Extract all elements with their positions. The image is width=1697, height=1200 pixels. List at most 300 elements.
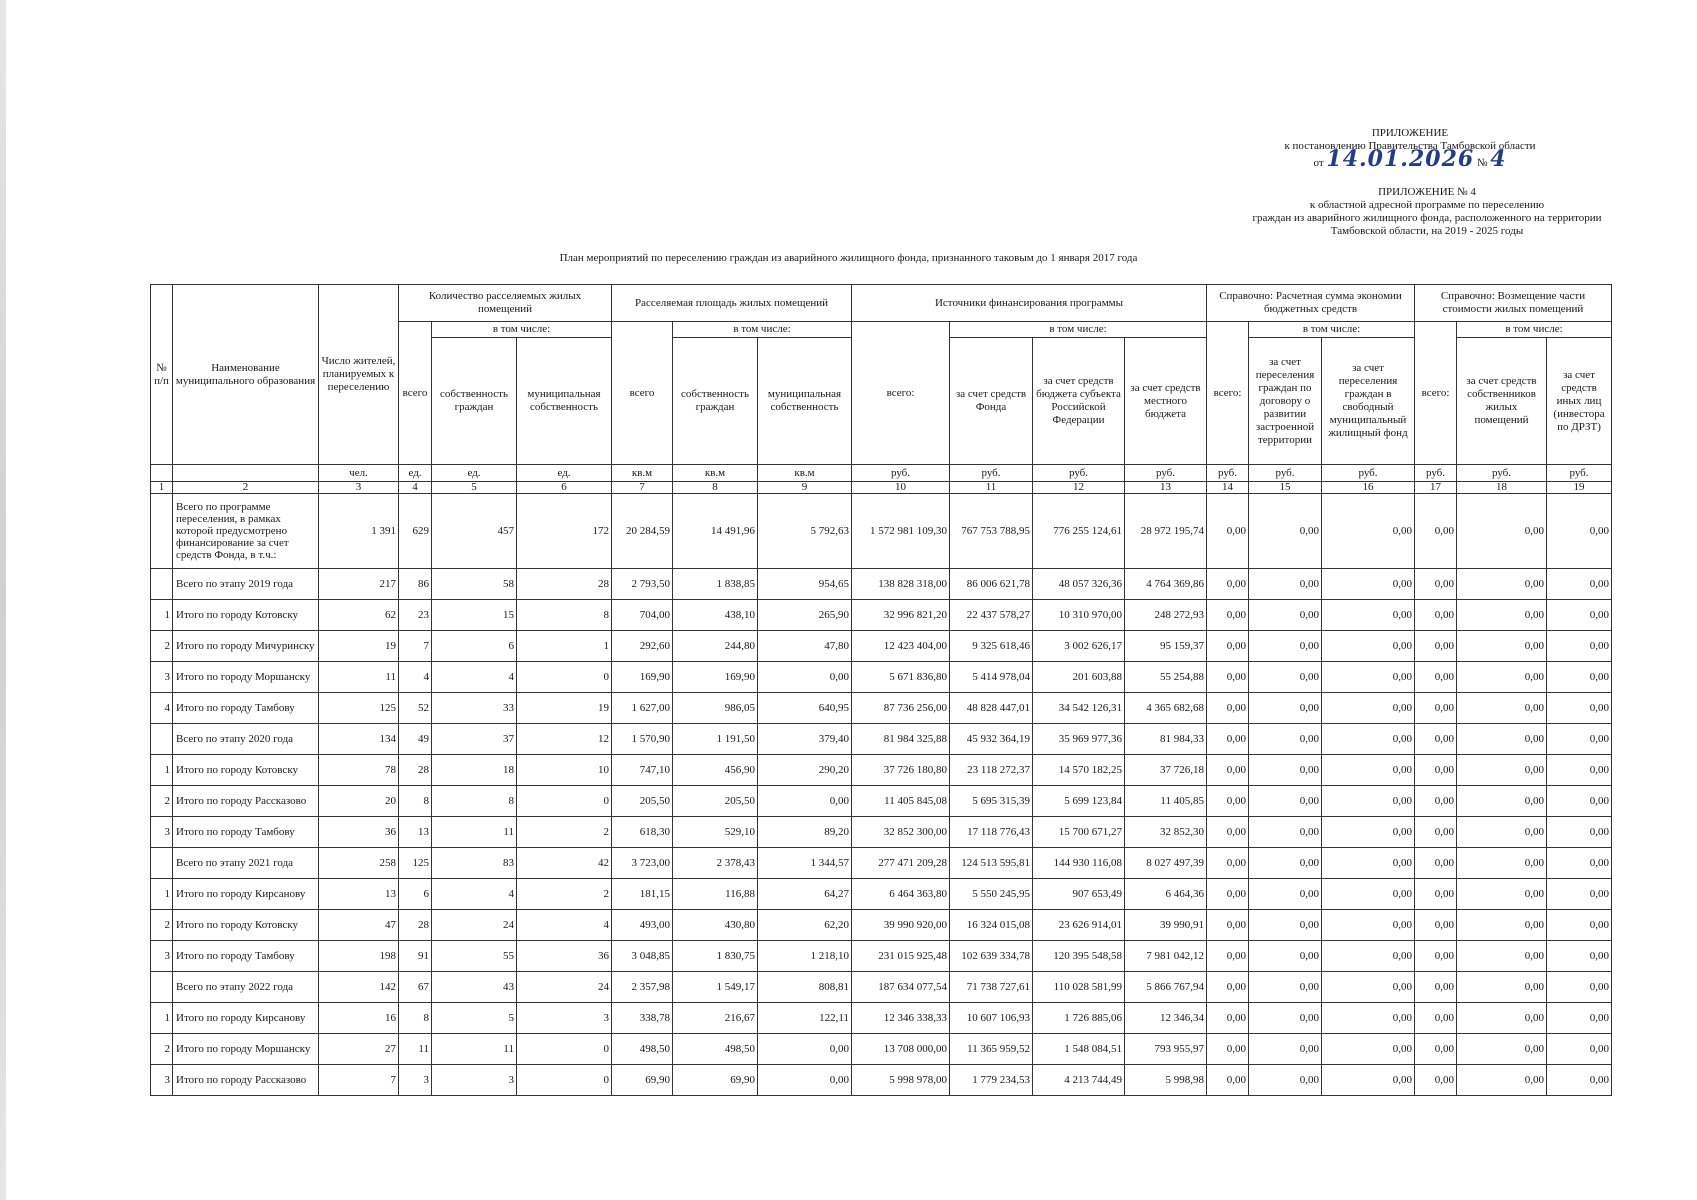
value-cell: 493,00 <box>612 910 673 941</box>
value-cell: 55 <box>432 941 517 972</box>
value-cell: 0,00 <box>1547 569 1612 600</box>
column-number-cell: 7 <box>612 482 673 494</box>
value-cell: 6 464 363,80 <box>852 879 950 910</box>
value-cell: 34 542 126,31 <box>1033 693 1125 724</box>
handwritten-date: 14.01.2026 <box>1326 146 1475 172</box>
value-cell: 169,90 <box>612 662 673 693</box>
col-residents-header: Число жителей, планируемых к переселению <box>319 285 399 465</box>
value-cell: 0 <box>517 786 612 817</box>
value-cell: 3 002 626,17 <box>1033 631 1125 662</box>
program-header <box>1227 186 1627 238</box>
unit-cell: руб. <box>852 465 950 482</box>
value-cell: 0,00 <box>758 662 852 693</box>
value-cell: 32 852,30 <box>1125 817 1207 848</box>
value-cell: 20 284,59 <box>612 494 673 569</box>
value-cell: 110 028 581,99 <box>1033 972 1125 1003</box>
value-cell: 45 932 364,19 <box>950 724 1033 755</box>
value-cell: 1 830,75 <box>673 941 758 972</box>
value-cell: 0,00 <box>1547 631 1612 662</box>
value-cell: 35 969 977,36 <box>1033 724 1125 755</box>
unit-cell: руб. <box>1415 465 1457 482</box>
value-cell: 0,00 <box>1207 972 1249 1003</box>
column-number-cell: 9 <box>758 482 852 494</box>
value-cell: 2 793,50 <box>612 569 673 600</box>
value-cell: 0,00 <box>1547 1003 1612 1034</box>
value-cell: 216,67 <box>673 1003 758 1034</box>
value-cell: 0,00 <box>1457 600 1547 631</box>
value-cell: 13 <box>319 879 399 910</box>
value-cell: 0,00 <box>1249 631 1322 662</box>
value-cell: 0,00 <box>1415 848 1457 879</box>
value-cell: 0,00 <box>1457 755 1547 786</box>
unit-cell: руб. <box>1207 465 1249 482</box>
count-total-header: всего <box>399 322 432 465</box>
unit-cell: кв.м <box>758 465 852 482</box>
value-cell: 181,15 <box>612 879 673 910</box>
value-cell: 0,00 <box>1249 569 1322 600</box>
value-cell: 498,50 <box>612 1034 673 1065</box>
value-cell: 0,00 <box>1457 631 1547 662</box>
value-cell: 4 <box>432 662 517 693</box>
value-cell: 0,00 <box>1207 941 1249 972</box>
value-cell: 33 <box>432 693 517 724</box>
value-cell: 23 626 914,01 <box>1033 910 1125 941</box>
column-number-cell: 12 <box>1033 482 1125 494</box>
row-number <box>151 972 173 1003</box>
table-row <box>151 1003 1612 1034</box>
value-cell: 8 027 497,39 <box>1125 848 1207 879</box>
value-cell: 11 <box>319 662 399 693</box>
value-cell: 8 <box>399 786 432 817</box>
value-cell: 0 <box>517 662 612 693</box>
column-number-cell: 13 <box>1125 482 1207 494</box>
row-number: 1 <box>151 1003 173 1034</box>
value-cell: 0,00 <box>1322 631 1415 662</box>
row-number <box>151 494 173 569</box>
value-cell: 78 <box>319 755 399 786</box>
value-cell: 36 <box>319 817 399 848</box>
unit-cell: ед. <box>432 465 517 482</box>
value-cell: 5 695 315,39 <box>950 786 1033 817</box>
value-cell: 0,00 <box>1249 600 1322 631</box>
value-cell: 0,00 <box>1207 755 1249 786</box>
table-row <box>151 693 1612 724</box>
value-cell: 954,65 <box>758 569 852 600</box>
compensation-group-header: Справочно: Возмещение части стоимости жилых помещений <box>1415 285 1612 322</box>
count-group-header: Количество расселяемых жилых помещений <box>399 285 612 322</box>
value-cell: 0,00 <box>1415 1065 1457 1096</box>
subject-budget-header: за счет средств бюджета субъекта Российской Федерации <box>1033 338 1125 465</box>
value-cell: 0,00 <box>1322 848 1415 879</box>
table-body <box>151 482 1612 1096</box>
value-cell: 52 <box>399 693 432 724</box>
value-cell: 4 <box>517 910 612 941</box>
value-cell: 22 437 578,27 <box>950 600 1033 631</box>
value-cell: 0,00 <box>1322 755 1415 786</box>
value-cell: 7 <box>399 631 432 662</box>
value-cell: 10 310 970,00 <box>1033 600 1125 631</box>
value-cell: 1 838,85 <box>673 569 758 600</box>
value-cell: 0,00 <box>1415 755 1457 786</box>
value-cell: 0,00 <box>1322 1065 1415 1096</box>
value-cell: 87 736 256,00 <box>852 693 950 724</box>
value-cell: 618,30 <box>612 817 673 848</box>
fin-total-header: всего: <box>852 322 950 465</box>
row-number: 1 <box>151 879 173 910</box>
value-cell: 430,80 <box>673 910 758 941</box>
value-cell: 0,00 <box>1547 786 1612 817</box>
value-cell: 0,00 <box>1415 941 1457 972</box>
value-cell: 47,80 <box>758 631 852 662</box>
unit-cell: руб. <box>1547 465 1612 482</box>
value-cell: 5 699 123,84 <box>1033 786 1125 817</box>
value-cell: 6 <box>399 879 432 910</box>
comp-owners-header: за счет средств собственников жилых помещений <box>1457 338 1547 465</box>
value-cell: 0,00 <box>1457 910 1547 941</box>
value-cell: 0,00 <box>1322 662 1415 693</box>
value-cell: 36 <box>517 941 612 972</box>
row-number <box>151 724 173 755</box>
value-cell: 2 357,98 <box>612 972 673 1003</box>
value-cell: 5 866 767,94 <box>1125 972 1207 1003</box>
value-cell: 0,00 <box>1249 693 1322 724</box>
value-cell: 0,00 <box>1249 1034 1322 1065</box>
column-number-cell: 19 <box>1547 482 1612 494</box>
value-cell: 187 634 077,54 <box>852 972 950 1003</box>
value-cell: 116,88 <box>673 879 758 910</box>
header-line: ПРИЛОЖЕНИЕ № 4 <box>1378 186 1476 198</box>
value-cell: 86 006 621,78 <box>950 569 1033 600</box>
column-number-cell: 5 <box>432 482 517 494</box>
value-cell: 71 738 727,61 <box>950 972 1033 1003</box>
value-cell: 42 <box>517 848 612 879</box>
municipality-name: Всего по этапу 2021 года <box>173 848 319 879</box>
row-number: 2 <box>151 631 173 662</box>
column-number-cell: 2 <box>173 482 319 494</box>
value-cell: 0,00 <box>1207 494 1249 569</box>
date-prefix: от <box>1313 157 1324 169</box>
value-cell: 0,00 <box>1457 941 1547 972</box>
row-number: 3 <box>151 1065 173 1096</box>
comp-other-header: за счет средств иных лиц (инвестора по ДРЗТ) <box>1547 338 1612 465</box>
value-cell: 23 118 272,37 <box>950 755 1033 786</box>
value-cell: 16 324 015,08 <box>950 910 1033 941</box>
value-cell: 0,00 <box>1415 693 1457 724</box>
value-cell: 0,00 <box>1547 662 1612 693</box>
municipality-name: Итого по городу Кирсанову <box>173 1003 319 1034</box>
municipality-name: Итого по городу Котовску <box>173 755 319 786</box>
value-cell: 0,00 <box>1415 817 1457 848</box>
value-cell: 14 570 182,25 <box>1033 755 1125 786</box>
column-number-cell: 4 <box>399 482 432 494</box>
value-cell: 3 048,85 <box>612 941 673 972</box>
value-cell: 0,00 <box>1322 972 1415 1003</box>
unit-cell: руб. <box>950 465 1033 482</box>
value-cell: 172 <box>517 494 612 569</box>
value-cell: 205,50 <box>612 786 673 817</box>
value-cell: 0,00 <box>1457 786 1547 817</box>
municipality-name: Итого по городу Рассказово <box>173 1065 319 1096</box>
value-cell: 0,00 <box>1249 494 1322 569</box>
value-cell: 217 <box>319 569 399 600</box>
value-cell: 67 <box>399 972 432 1003</box>
value-cell: 0,00 <box>1415 494 1457 569</box>
value-cell: 5 998,98 <box>1125 1065 1207 1096</box>
value-cell: 5 414 978,04 <box>950 662 1033 693</box>
value-cell: 0,00 <box>1547 941 1612 972</box>
value-cell: 120 395 548,58 <box>1033 941 1125 972</box>
value-cell: 0,00 <box>1322 786 1415 817</box>
area-own-citizens-header: собственность граждан <box>673 338 758 465</box>
value-cell: 11 365 959,52 <box>950 1034 1033 1065</box>
value-cell: 6 464,36 <box>1125 879 1207 910</box>
row-number: 3 <box>151 817 173 848</box>
value-cell: 456,90 <box>673 755 758 786</box>
value-cell: 4 764 369,86 <box>1125 569 1207 600</box>
value-cell: 24 <box>432 910 517 941</box>
economy-group-header: Справочно: Расчетная сумма экономии бюджетных средств <box>1207 285 1415 322</box>
value-cell: 43 <box>432 972 517 1003</box>
value-cell: 12 <box>517 724 612 755</box>
value-cell: 0,00 <box>1457 848 1547 879</box>
value-cell: 95 159,37 <box>1125 631 1207 662</box>
municipality-name: Итого по городу Мичуринску <box>173 631 319 662</box>
table-row <box>151 817 1612 848</box>
municipality-name: Итого по городу Котовску <box>173 600 319 631</box>
value-cell: 10 607 106,93 <box>950 1003 1033 1034</box>
value-cell: 986,05 <box>673 693 758 724</box>
value-cell: 11 <box>399 1034 432 1065</box>
value-cell: 201 603,88 <box>1033 662 1125 693</box>
value-cell: 23 <box>399 600 432 631</box>
value-cell: 14 491,96 <box>673 494 758 569</box>
value-cell: 529,10 <box>673 817 758 848</box>
table-row <box>151 569 1612 600</box>
unit-cell <box>151 465 173 482</box>
value-cell: 0,00 <box>1322 569 1415 600</box>
municipality-name: Итого по городу Рассказово <box>173 786 319 817</box>
table-row <box>151 631 1612 662</box>
value-cell: 290,20 <box>758 755 852 786</box>
value-cell: 37 726 180,80 <box>852 755 950 786</box>
value-cell: 0,00 <box>1207 724 1249 755</box>
table-row <box>151 494 1612 569</box>
municipality-name: Всего по этапу 2019 года <box>173 569 319 600</box>
column-number-cell: 6 <box>517 482 612 494</box>
value-cell: 0,00 <box>1547 1034 1612 1065</box>
value-cell: 808,81 <box>758 972 852 1003</box>
value-cell: 7 <box>319 1065 399 1096</box>
value-cell: 5 792,63 <box>758 494 852 569</box>
value-cell: 0,00 <box>1457 569 1547 600</box>
value-cell: 0,00 <box>1249 724 1322 755</box>
value-cell: 27 <box>319 1034 399 1065</box>
value-cell: 265,90 <box>758 600 852 631</box>
value-cell: 0,00 <box>1322 1034 1415 1065</box>
area-own-municipal-header: муниципальная собственность <box>758 338 852 465</box>
value-cell: 0,00 <box>1415 879 1457 910</box>
value-cell: 125 <box>319 693 399 724</box>
value-cell: 20 <box>319 786 399 817</box>
municipality-name: Итого по городу Моршанску <box>173 1034 319 1065</box>
value-cell: 0,00 <box>1207 910 1249 941</box>
unit-cell: кв.м <box>612 465 673 482</box>
value-cell: 0,00 <box>1415 1003 1457 1034</box>
value-cell: 0,00 <box>1207 1034 1249 1065</box>
value-cell: 0,00 <box>1457 1065 1547 1096</box>
unit-cell: ед. <box>517 465 612 482</box>
value-cell: 17 118 776,43 <box>950 817 1033 848</box>
value-cell: 142 <box>319 972 399 1003</box>
header-line: граждан из аварийного жилищного фонда, расположенного на территории <box>1252 212 1602 224</box>
value-cell: 3 <box>517 1003 612 1034</box>
relocation-plan-table <box>150 284 1612 1096</box>
value-cell: 16 <box>319 1003 399 1034</box>
col-num-header: № п/п <box>151 285 173 465</box>
value-cell: 102 639 334,78 <box>950 941 1033 972</box>
fin-incl-header: в том числе: <box>950 322 1207 338</box>
value-cell: 0,00 <box>1249 786 1322 817</box>
value-cell: 0,00 <box>1322 494 1415 569</box>
own-municipal-header: муниципальная собственность <box>517 338 612 465</box>
comp-incl-header: в том числе: <box>1457 322 1612 338</box>
value-cell: 13 708 000,00 <box>852 1034 950 1065</box>
value-cell: 1 344,57 <box>758 848 852 879</box>
value-cell: 69,90 <box>612 1065 673 1096</box>
value-cell: 1 572 981 109,30 <box>852 494 950 569</box>
value-cell: 0,00 <box>1457 662 1547 693</box>
value-cell: 0,00 <box>1207 662 1249 693</box>
table-row <box>151 600 1612 631</box>
table-row <box>151 755 1612 786</box>
value-cell: 11 <box>432 817 517 848</box>
value-cell: 134 <box>319 724 399 755</box>
scan-edge <box>0 0 6 1200</box>
value-cell: 640,95 <box>758 693 852 724</box>
value-cell: 7 981 042,12 <box>1125 941 1207 972</box>
value-cell: 4 365 682,68 <box>1125 693 1207 724</box>
value-cell: 122,11 <box>758 1003 852 1034</box>
value-cell: 28 <box>399 910 432 941</box>
value-cell: 0,00 <box>1457 494 1547 569</box>
unit-cell: руб. <box>1125 465 1207 482</box>
municipality-name: Всего по этапу 2022 года <box>173 972 319 1003</box>
column-number-cell: 8 <box>673 482 758 494</box>
value-cell: 1 549,17 <box>673 972 758 1003</box>
value-cell: 1 779 234,53 <box>950 1065 1033 1096</box>
value-cell: 0,00 <box>1547 910 1612 941</box>
table-row <box>151 910 1612 941</box>
value-cell: 0,00 <box>1415 569 1457 600</box>
value-cell: 0,00 <box>1249 879 1322 910</box>
value-cell: 0,00 <box>1207 1065 1249 1096</box>
row-number: 4 <box>151 693 173 724</box>
value-cell: 747,10 <box>612 755 673 786</box>
area-total-header: всего <box>612 322 673 465</box>
number-prefix: № <box>1476 157 1488 169</box>
value-cell: 83 <box>432 848 517 879</box>
value-cell: 0,00 <box>758 786 852 817</box>
value-cell: 1 726 885,06 <box>1033 1003 1125 1034</box>
value-cell: 0,00 <box>1547 755 1612 786</box>
value-cell: 0,00 <box>1415 724 1457 755</box>
value-cell: 4 <box>432 879 517 910</box>
value-cell: 49 <box>399 724 432 755</box>
header-line: к постановлению Правительства Тамбовской области <box>1284 140 1536 152</box>
econ-free-header: за счет переселения граждан в свободный муниципальный жилищный фонд <box>1322 338 1415 465</box>
value-cell: 0,00 <box>1249 662 1322 693</box>
value-cell: 81 984 325,88 <box>852 724 950 755</box>
value-cell: 776 255 124,61 <box>1033 494 1125 569</box>
value-cell: 12 423 404,00 <box>852 631 950 662</box>
value-cell: 767 753 788,95 <box>950 494 1033 569</box>
table-row <box>151 879 1612 910</box>
value-cell: 81 984,33 <box>1125 724 1207 755</box>
value-cell: 379,40 <box>758 724 852 755</box>
value-cell: 28 972 195,74 <box>1125 494 1207 569</box>
value-cell: 13 <box>399 817 432 848</box>
column-number-cell: 11 <box>950 482 1033 494</box>
comp-total-header: всего: <box>1415 322 1457 465</box>
value-cell: 62 <box>319 600 399 631</box>
value-cell: 629 <box>399 494 432 569</box>
finance-group-header: Источники финансирования программы <box>852 285 1207 322</box>
econ-incl-header: в том числе: <box>1249 322 1415 338</box>
unit-cell: руб. <box>1322 465 1415 482</box>
value-cell: 0,00 <box>1415 910 1457 941</box>
value-cell: 0,00 <box>1457 972 1547 1003</box>
value-cell: 0,00 <box>1547 879 1612 910</box>
value-cell: 15 <box>432 600 517 631</box>
value-cell: 1 391 <box>319 494 399 569</box>
value-cell: 28 <box>517 569 612 600</box>
column-number-cell: 17 <box>1415 482 1457 494</box>
value-cell: 1 627,00 <box>612 693 673 724</box>
value-cell: 4 <box>399 662 432 693</box>
value-cell: 0,00 <box>758 1034 852 1065</box>
value-cell: 19 <box>517 693 612 724</box>
value-cell: 28 <box>399 755 432 786</box>
value-cell: 0,00 <box>1249 817 1322 848</box>
own-citizens-header: собственность граждан <box>432 338 517 465</box>
column-number-cell: 16 <box>1322 482 1415 494</box>
value-cell: 32 852 300,00 <box>852 817 950 848</box>
approval-header <box>1245 127 1575 170</box>
value-cell: 338,78 <box>612 1003 673 1034</box>
value-cell: 24 <box>517 972 612 1003</box>
value-cell: 15 700 671,27 <box>1033 817 1125 848</box>
value-cell: 47 <box>319 910 399 941</box>
value-cell: 231 015 925,48 <box>852 941 950 972</box>
column-number-cell: 14 <box>1207 482 1249 494</box>
econ-contract-header: за счет переселения граждан по договору о развитии застроенной территории <box>1249 338 1322 465</box>
unit-cell: кв.м <box>673 465 758 482</box>
value-cell: 8 <box>399 1003 432 1034</box>
table-row <box>151 724 1612 755</box>
row-number: 1 <box>151 755 173 786</box>
value-cell: 2 <box>517 879 612 910</box>
row-number: 2 <box>151 786 173 817</box>
value-cell: 0,00 <box>1547 724 1612 755</box>
area-incl-header: в том числе: <box>673 322 852 338</box>
table-row <box>151 1034 1612 1065</box>
value-cell: 91 <box>399 941 432 972</box>
column-number-cell: 18 <box>1457 482 1547 494</box>
header-line: Тамбовской области, на 2019 - 2025 годы <box>1330 225 1524 237</box>
value-cell: 0 <box>517 1065 612 1096</box>
value-cell: 3 <box>432 1065 517 1096</box>
unit-cell: ед. <box>399 465 432 482</box>
